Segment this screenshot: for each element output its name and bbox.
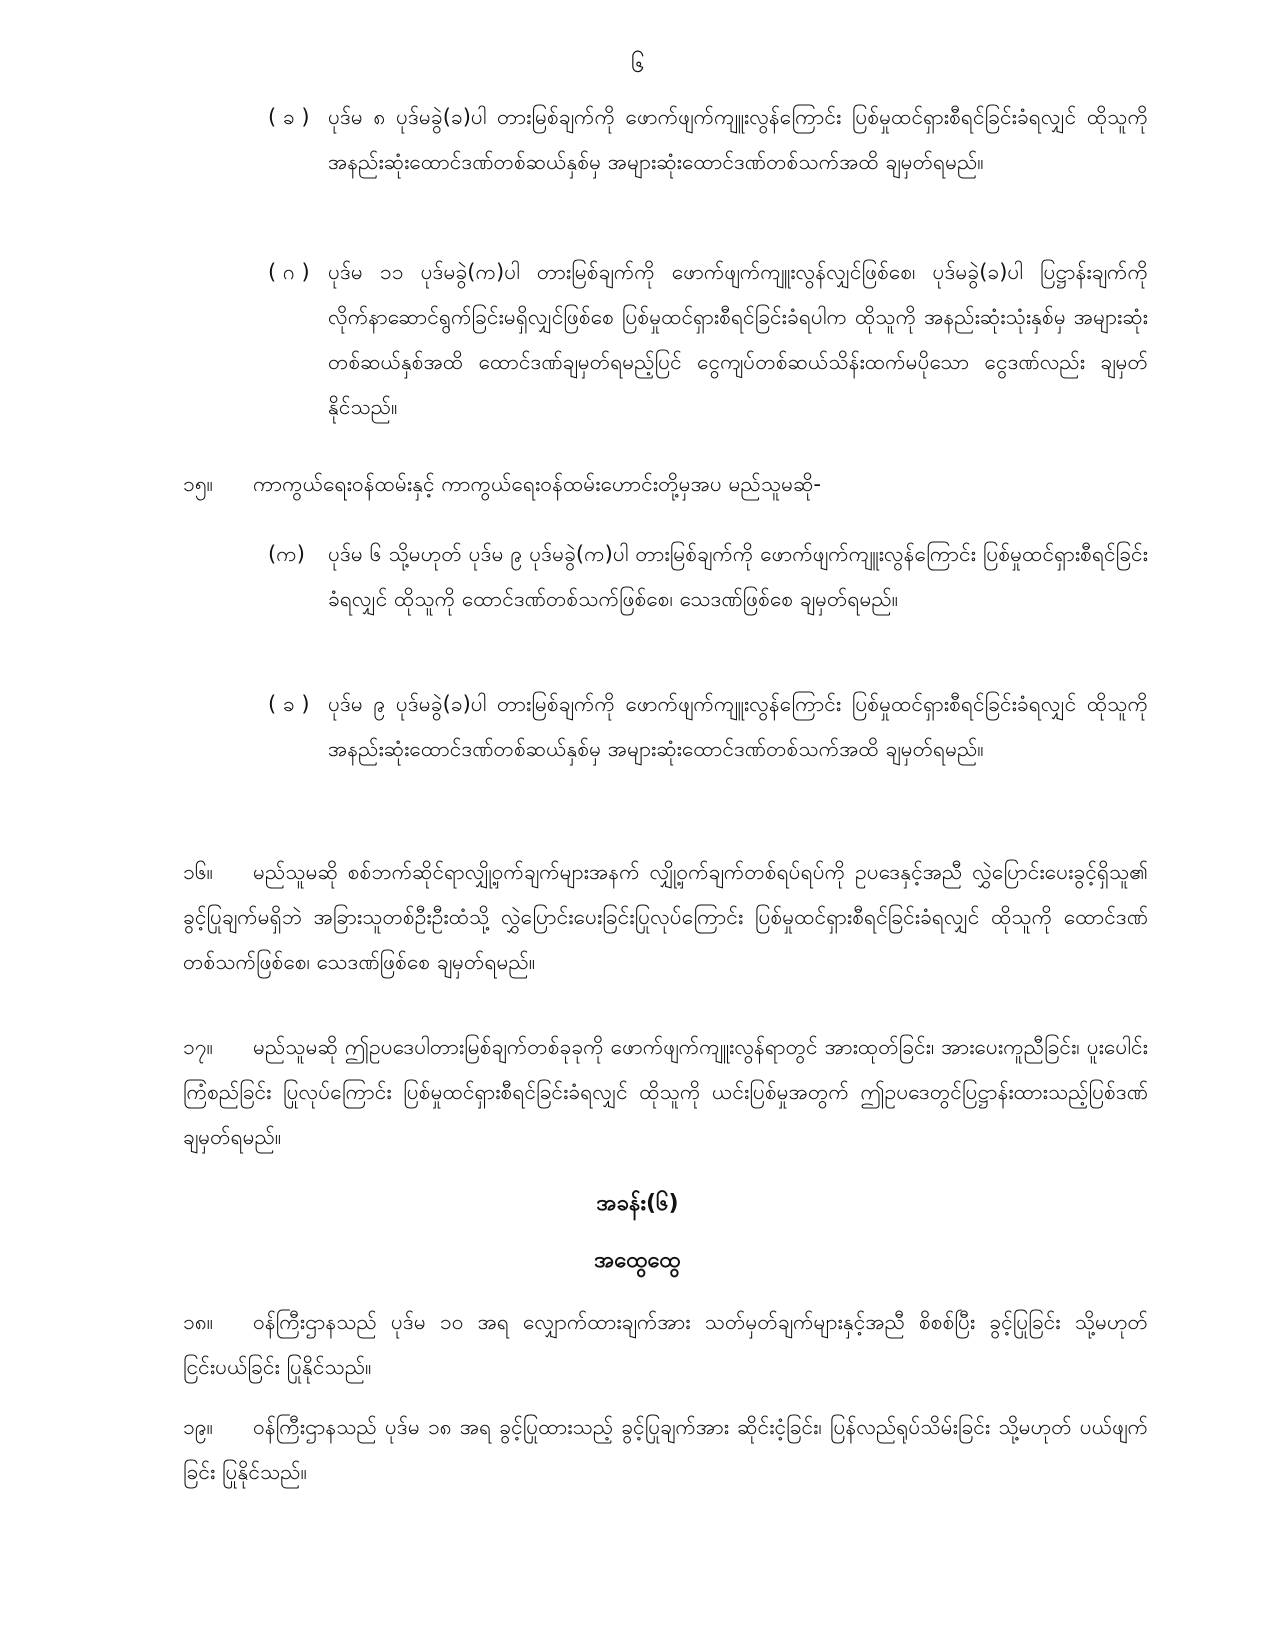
- subsection-label: (က): [268, 542, 305, 566]
- section-number: ၁၇။: [183, 1035, 213, 1059]
- section-number: ၁၉။: [183, 1415, 213, 1439]
- subsection-text: ပုဒ်မ ၈ ပုဒ်မခွဲ(ခ)ပါ တားမြစ်ချက်ကို ဖောက်ဖျက်ကျူးလွန်ကြောင်း ပြစ်မှုထင်ရှားစီရင်ခြင်းခံရလျှင် ထိုသူကို အနည်းဆုံးထောင်ဒဏ်တစ်ဆယ်နှစ်မှ အများဆုံးထောင်ဒဏ်တစ်သက်အထိ ချမှတ်ရမည်။: [328, 105, 1148, 174]
- section-17: [183, 1025, 1148, 1160]
- subsection-text: ပုဒ်မ ၁၁ ပုဒ်မခွဲ(က)ပါ တားမြစ်ချက်ကို ဖောက်ဖျက်ကျူးလွန်လျှင်ဖြစ်စေ၊ ပုဒ်မခွဲ(ခ)ပါ ပြဋ္ဌာန်းချက်ကို လိုက်နာဆောင်ရွက်ခြင်းမရှိလျှင်ဖြစ်စေ ပြစ်မှုထင်ရှားစီရင်ခြင်းခံရပါက ထိုသူကို အနည်းဆုံးသုံးနှစ်မှ အများဆုံးတစ်ဆယ်နှစ်အထိ ထောင်ဒဏ်ချမှတ်ရမည့်ပြင် ငွေကျပ်တစ်ဆယ်သိန်းထက်မပိုသော ငွေဒဏ်လည်း ချမှတ်နိုင်သည်။: [328, 260, 1148, 419]
- subsection-text: ပုဒ်မ ၆ သို့မဟုတ် ပုဒ်မ ၉ ပုဒ်မခွဲ(က)ပါ တားမြစ်ချက်ကို ဖောက်ဖျက်ကျူးလွန်ကြောင်း ပြစ်မှုထင်ရှားစီရင်ခြင်းခံရလျှင် ထိုသူကို ထောင်ဒဏ်တစ်သက်ဖြစ်စေ၊ သေဒဏ်ဖြစ်စေ ချမှတ်ရမည်။: [328, 542, 1148, 611]
- section-text: ဝန်ကြီးဌာနသည် ပုဒ်မ ၁၀ အရ လျှောက်ထားချက်အား သတ်မှတ်ချက်များနှင့်အညီ စိစစ်ပြီး ခွင့်ပြုခြင်း သို့မဟုတ် ငြင်းပယ်ခြင်း ပြုနိုင်သည်။: [183, 1310, 1148, 1379]
- subsection-15-ka: [268, 532, 1148, 622]
- page-number: ၆: [630, 50, 645, 78]
- subsection-label: ( ဂ ): [268, 260, 310, 284]
- subsection-label: ( ခ ): [268, 105, 310, 129]
- section-19: [183, 1405, 1148, 1495]
- section-18: [183, 1300, 1148, 1390]
- section-number: ၁၆။: [183, 860, 213, 884]
- section-text: မည်သူမဆို စစ်ဘက်ဆိုင်ရာလျှို့ဝှက်ချက်များအနက် လျှို့ဝှက်ချက်တစ်ရပ်ရပ်ကို ဥပဒေနှင့်အညီ လွှဲပြောင်းပေးခွင့်ရှိသူ၏ ခွင့်ပြုချက်မရှိဘဲ အခြားသူတစ်ဦးဦးထံသို့ လွှဲပြောင်းပေးခြင်းပြုလုပ်ကြောင်း ပြစ်မှုထင်ရှားစီရင်ခြင်းခံရလျှင် ထိုသူကို ထောင်ဒဏ်တစ်သက်ဖြစ်စေ၊ သေဒဏ်ဖြစ်စေ ချမှတ်ရမည်။: [183, 860, 1148, 974]
- section-number: ၁၈။: [183, 1310, 214, 1334]
- chapter-title: အထွေထွေ: [594, 1248, 681, 1273]
- section-text: မည်သူမဆို ဤဥပဒေပါတားမြစ်ချက်တစ်ခုခုကို ဖောက်ဖျက်ကျူးလွန်ရာတွင် အားထုတ်ခြင်း၊ အားပေးကူညီခြင်း၊ ပူးပေါင်းကြံစည်ခြင်း ပြုလုပ်ကြောင်း ပြစ်မှုထင်ရှားစီရင်ခြင်းခံရလျှင် ထိုသူကို ယင်းပြစ်မှုအတွက် ဤဥပဒေတွင်ပြဋ္ဌာန်းထားသည့်ပြစ်ဒဏ် ချမှတ်ရမည်။: [183, 1035, 1148, 1149]
- section-15: [183, 462, 1148, 507]
- section-16: [183, 850, 1148, 985]
- section-number: ၁၅။: [183, 472, 213, 496]
- subsection-label: ( ခ ): [268, 692, 310, 716]
- subsection-15-kha: [268, 682, 1148, 772]
- subsection-14-kha: [268, 95, 1148, 185]
- section-text: ကာကွယ်ရေးဝန်ထမ်းနှင့် ကာကွယ်ရေးဝန်ထမ်းဟောင်းတို့မှအပ မည်သူမဆို-: [253, 472, 821, 496]
- subsection-text: ပုဒ်မ ၉ ပုဒ်မခွဲ(ခ)ပါ တားမြစ်ချက်ကို ဖောက်ဖျက်ကျူးလွန်ကြောင်း ပြစ်မှုထင်ရှားစီရင်ခြင်းခံရလျှင် ထိုသူကို အနည်းဆုံးထောင်ဒဏ်တစ်ဆယ်နှစ်မှ အများဆုံးထောင်ဒဏ်တစ်သက်အထိ ချမှတ်ရမည်။: [328, 692, 1148, 761]
- chapter-heading: အခန်း(၆): [596, 1191, 679, 1216]
- section-text: ဝန်ကြီးဌာနသည် ပုဒ်မ ၁၈ အရ ခွင့်ပြုထားသည့် ခွင့်ပြုချက်အား ဆိုင်းငံ့ခြင်း၊ ပြန်လည်ရုပ်သိမ်းခြင်း သို့မဟုတ် ပယ်ဖျက်ခြင်း ပြုနိုင်သည်။: [183, 1415, 1148, 1484]
- subsection-14-ga: [268, 250, 1148, 430]
